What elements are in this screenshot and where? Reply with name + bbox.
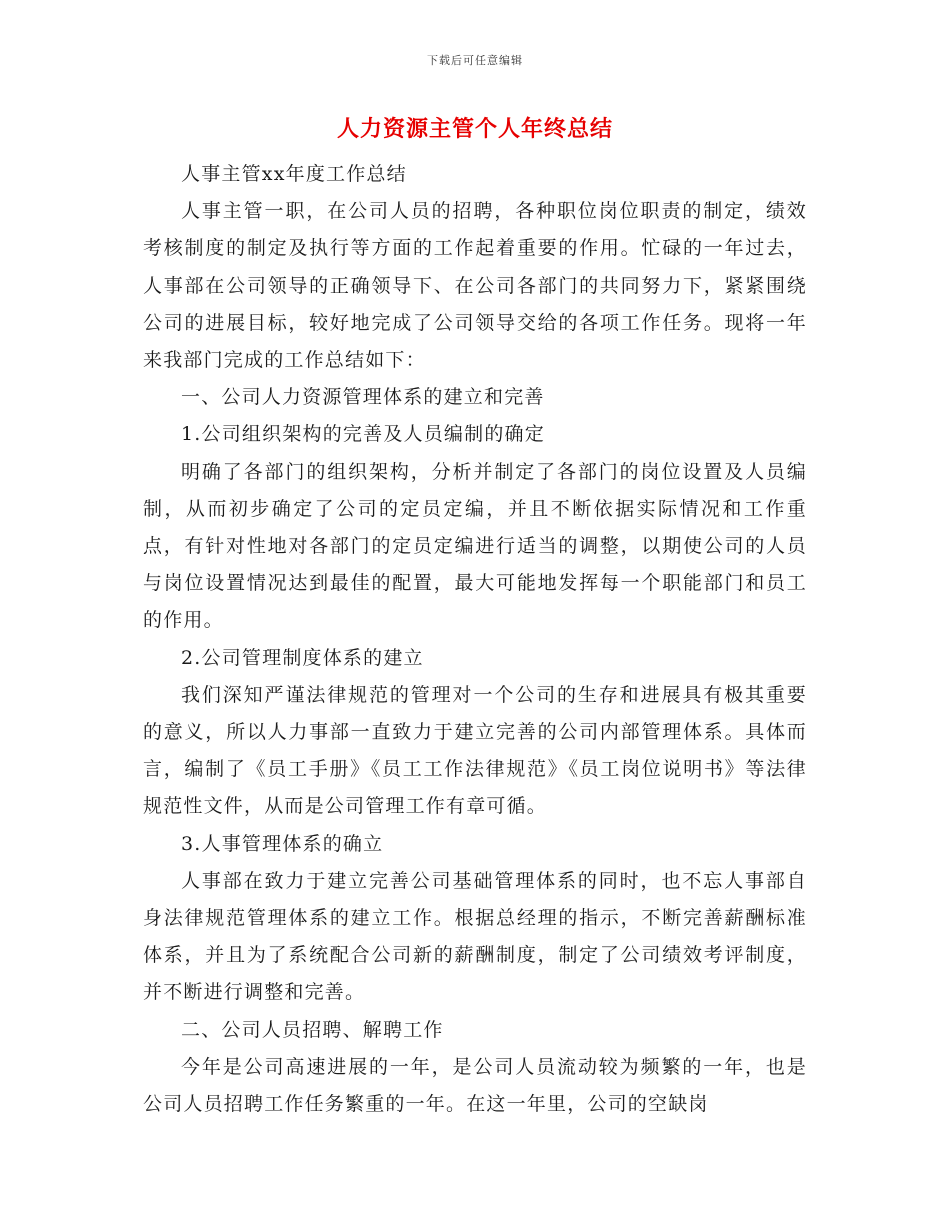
paragraph-subtitle: 人事主管xx年度工作总结 bbox=[181, 163, 407, 185]
subsection-heading-1-2: 2.公司管理制度体系的建立 bbox=[181, 646, 424, 669]
paragraph-hr-system: 人事部在致力于建立完善公司基础管理体系的同时，也不忘人事部自身法律规范管理体系的建立工作。根据总经理的指示，不断完善薪酬标准体系，并且为了系统配合公司新的薪酬制度，制定了公司绩效考评制度，并不断进行调整和完善。 bbox=[143, 869, 807, 1004]
section-heading-2: 二、公司人员招聘、解聘工作 bbox=[181, 1018, 444, 1041]
paragraph-recruitment: 今年是公司高速进展的一年，是公司人员流动较为频繁的一年，也是公司人员招聘工作任务繁重的一年。在这一年里，公司的空缺岗 bbox=[143, 1055, 807, 1116]
paragraph-management-system: 我们深知严谨法律规范的管理对一个公司的生存和进展具有极其重要的意义，所以人力事部一直致力于建立完善的公司内部管理体系。具体而言，编制了《员工手册》《员工工作法律规范》《员工岗位说明书》等法律规范性文件，从而是公司管理工作有章可循。 bbox=[143, 683, 807, 818]
paragraph-intro: 人事主管一职，在公司人员的招聘，各种职位岗位职责的制定，绩效考核制度的制定及执行等方面的工作起着重要的作用。忙碌的一年过去，人事部在公司领导的正确领导下、在公司各部门的共同努力下，紧紧围绕公司的进展目标，较好地完成了公司领导交给的各项工作任务。现将一年来我部门完成的工作总结如下： bbox=[143, 200, 807, 372]
subsection-heading-1-3: 3.人事管理体系的确立 bbox=[181, 832, 384, 855]
header-note: 下载后可任意编辑 bbox=[427, 54, 523, 67]
paragraph-org-structure: 明确了各部门的组织架构，分析并制定了各部门的岗位设置及人员编制，从而初步确定了公司的定员定编，并且不断依据实际情况和工作重点，有针对性地对各部门的定员定编进行适当的调整，以期使公司的人员与岗位设置情况达到最佳的配置，最大可能地发挥每一个职能部门和员工的作用。 bbox=[143, 460, 807, 632]
section-heading-1: 一、公司人力资源管理体系的建立和完善 bbox=[181, 386, 545, 409]
document-title: 人力资源主管个人年终总结 bbox=[336, 117, 613, 142]
subsection-heading-1-1: 1.公司组织架构的完善及人员编制的确定 bbox=[181, 423, 545, 446]
document-body bbox=[143, 156, 807, 1123]
